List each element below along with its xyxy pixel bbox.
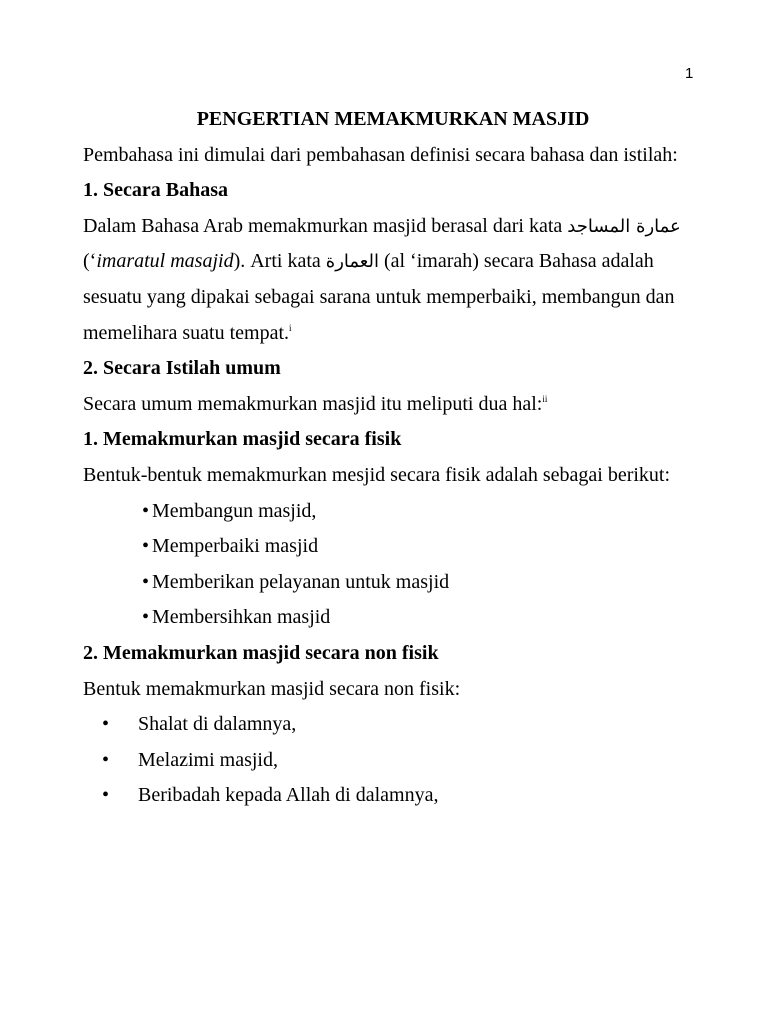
document-body bbox=[83, 102, 703, 814]
section-1-text-1: Dalam Bahasa Arab memakmurkan masjid berasal dari kata bbox=[83, 214, 568, 237]
subsection-2-paragraph: Bentuk memakmurkan masjid secara non fisik: bbox=[83, 677, 461, 700]
subsection-2-heading: 2. Memakmurkan masjid secara non fisik bbox=[83, 641, 439, 664]
section-2-paragraph bbox=[83, 387, 703, 423]
list-item bbox=[83, 778, 703, 814]
list-item bbox=[83, 494, 703, 530]
bullet-icon: • bbox=[142, 535, 150, 558]
document-title: PENGERTIAN MEMAKMURKAN MASJID bbox=[196, 108, 590, 130]
bullet-icon: • bbox=[142, 570, 150, 593]
list-item bbox=[83, 707, 703, 743]
bullet-icon: • bbox=[142, 499, 150, 522]
list-item-text: Memberikan pelayanan untuk masjid bbox=[152, 570, 450, 593]
footnote-ref-1[interactable]: i bbox=[289, 322, 292, 333]
section-1-heading: 1. Secara Bahasa bbox=[83, 179, 228, 202]
list-item-text: Shalat di dalamnya, bbox=[138, 713, 297, 736]
list-item-text: Memperbaiki masjid bbox=[152, 535, 319, 558]
arabic-term-2: العمارة bbox=[325, 251, 379, 273]
bullet-icon: • bbox=[102, 713, 110, 736]
section-1-text-2: (‘ bbox=[83, 250, 97, 273]
arabic-term-1: عمارة المساجد bbox=[567, 215, 681, 237]
non-physical-list bbox=[83, 707, 703, 814]
list-item bbox=[83, 600, 703, 636]
section-2-heading: 2. Secara Istilah umum bbox=[83, 357, 281, 380]
list-item bbox=[83, 743, 703, 779]
subsection-1-paragraph: Bentuk-bentuk memakmurkan mesjid secara fisik adalah sebagai berikut: bbox=[83, 463, 671, 486]
section-1-text-4: (al ‘imarah) secara Bahasa adalah sesuatu yang dipakai sebagai sarana untuk memperbaiki, membangun dan memelihara suatu tempat. bbox=[83, 250, 675, 344]
transliteration: imaratul masajid bbox=[96, 250, 234, 273]
subsection-1-heading: 1. Memakmurkan masjid secara fisik bbox=[83, 428, 402, 451]
bullet-icon: • bbox=[142, 606, 150, 629]
section-2-text: Secara umum memakmurkan masjid itu meliputi dua hal: bbox=[83, 392, 543, 415]
list-item-text: Membangun masjid, bbox=[152, 499, 317, 522]
list-item bbox=[83, 565, 703, 601]
bullet-icon: • bbox=[102, 748, 110, 771]
list-item-text: Melazimi masjid, bbox=[138, 748, 278, 771]
footnote-ref-2[interactable]: ii bbox=[542, 393, 548, 404]
physical-list bbox=[83, 494, 703, 636]
list-item-text: Beribadah kepada Allah di dalamnya, bbox=[138, 784, 439, 807]
intro-paragraph: Pembahasa ini dimulai dari pembahasan definisi secara bahasa dan istilah: bbox=[83, 143, 678, 166]
section-1-paragraph bbox=[83, 209, 703, 351]
list-item-text: Membersihkan masjid bbox=[152, 606, 331, 629]
section-1-text-3: ). Arti kata bbox=[233, 250, 326, 273]
list-item bbox=[83, 529, 703, 565]
page-number: 1 bbox=[685, 65, 694, 82]
bullet-icon: • bbox=[102, 784, 110, 807]
